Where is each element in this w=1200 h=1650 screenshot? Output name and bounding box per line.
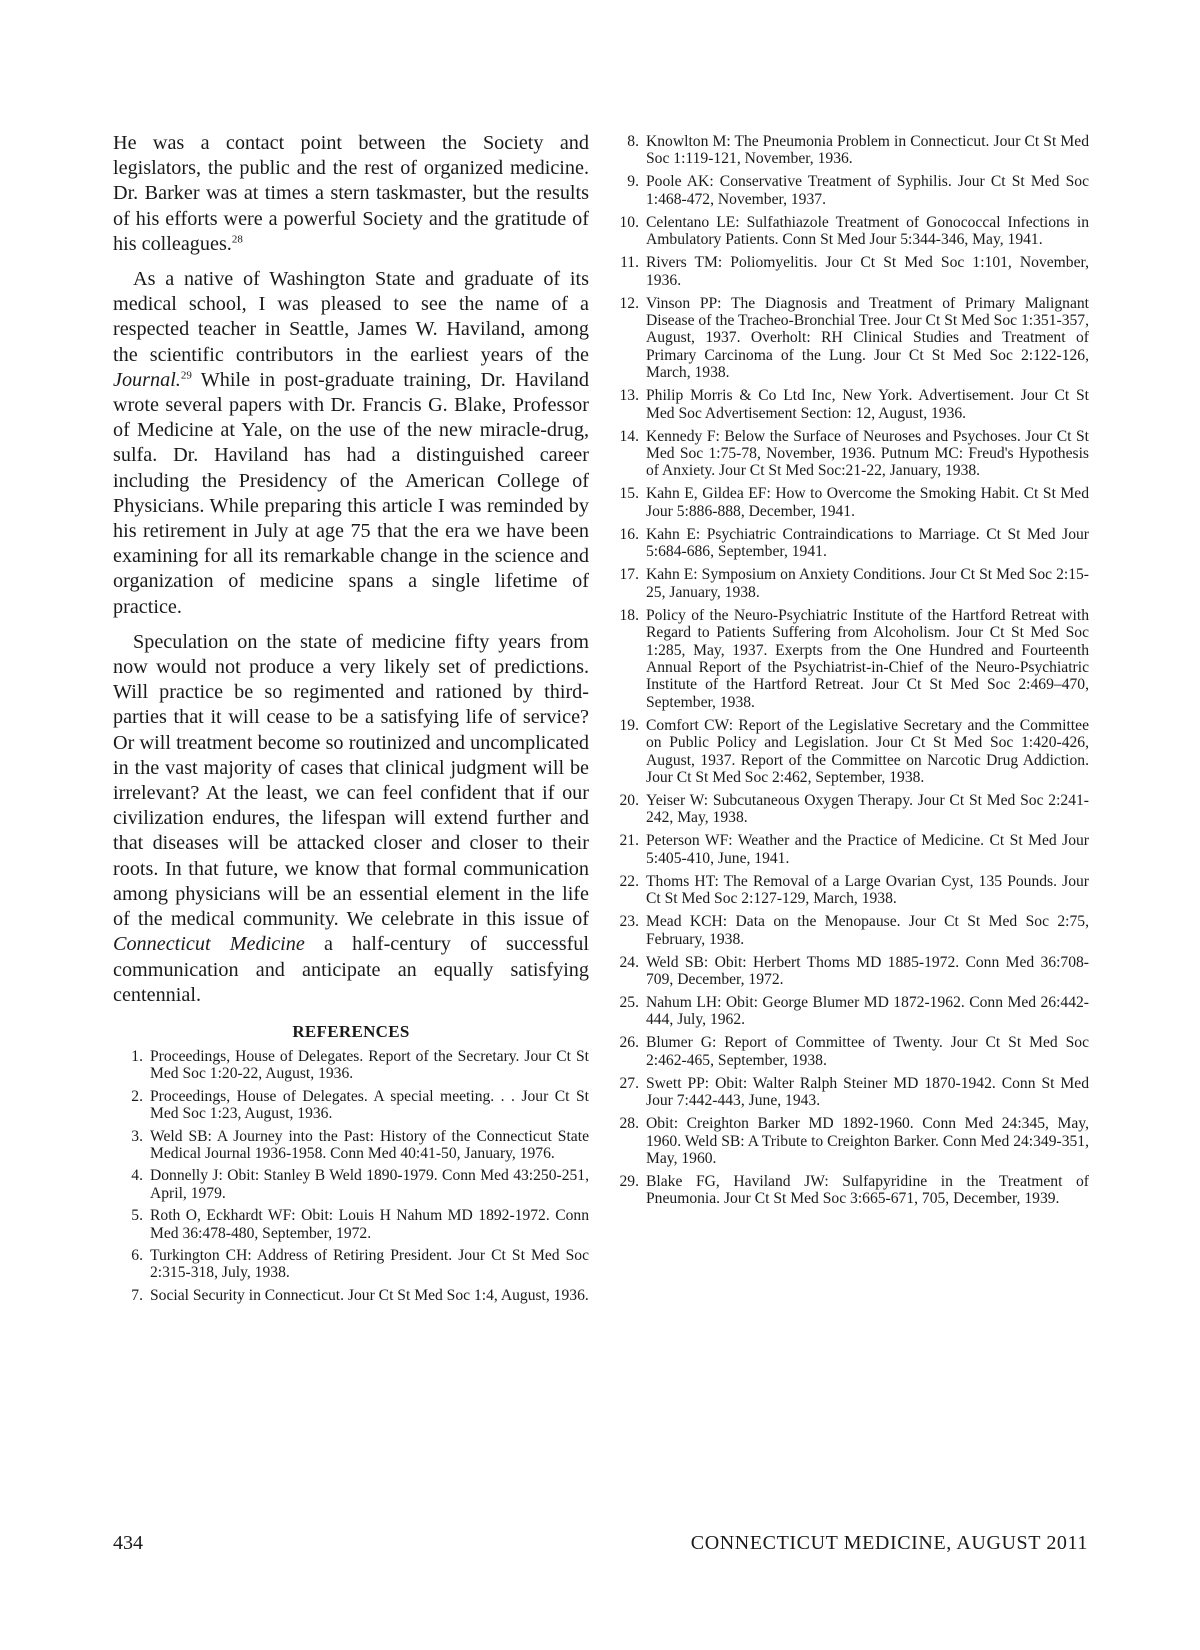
reference-text: Social Security in Connecticut. Jour Ct St Med Soc 1:4, August, 1936. [150,1286,589,1304]
reference-number: 7. [131,1286,143,1304]
reference-item [113,1207,589,1242]
reference-text: Philip Morris & Co Ltd Inc, New York. Advertisement. Jour Ct St Med Soc Advertisement Section: 12, August, 1936. [646,387,1089,422]
reference-number: 17. [619,566,639,584]
reference-item [612,133,1089,168]
reference-text: Blumer G: Report of Committee of Twenty. Jour Ct St Med Soc 2:462-465, September, 1938. [646,1034,1089,1069]
reference-text: Weld SB: Obit: Herbert Thoms MD 1885-1972. Conn Med 36:708-709, December, 1972. [646,953,1089,988]
journal-title: Journal. [113,368,181,391]
reference-text: Nahum LH: Obit: George Blumer MD 1872-1962. Conn Med 26:442-444, July, 1962. [646,993,1089,1029]
reference-item [113,1048,589,1083]
reference-item [113,1247,589,1282]
reference-number: 25. [619,993,639,1011]
reference-item [113,1167,589,1202]
reference-text: Celentano LE: Sulfathiazole Treatment of Gonococcal Infections in Ambulatory Patients. Conn St Med Jour 5:344-346, May, 1941. [646,213,1089,249]
reference-item [612,1034,1089,1069]
reference-item [612,1115,1089,1167]
reference-text: Kahn E: Psychiatric Contraindications to Marriage. Ct St Med Jour 5:684-686, September, 1941. [646,525,1089,561]
left-column [113,131,589,1309]
reference-item [113,1128,589,1163]
reference-text: Yeiser W: Subcutaneous Oxygen Therapy. Jour Ct St Med Soc 2:241-242, May, 1938. [646,791,1089,827]
reference-text: Obit: Creighton Barker MD 1892-1960. Conn Med 24:345, May, 1960. Weld SB: A Tribute to Creighton Barker. Conn Med 24:349-351, May, 1960. [646,1115,1089,1167]
reference-number: 4. [131,1167,143,1185]
reference-text: Mead KCH: Data on the Menopause. Jour Ct St Med Soc 2:75, February, 1938. [646,913,1089,948]
reference-item [612,792,1089,827]
paragraph-text: As a native of Washington State and graduate of its medical school, I was pleased to see the name of a respected teacher in Seattle, James W. Haviland, among the scientific contributors in the earliest years of the [113,268,589,366]
reference-text: Kennedy F: Below the Surface of Neuroses and Psychoses. Jour Ct St Med Soc 1:75-78, November, 1936. Putnum MC: Freud's Hypothesis of Anxiety. Jour Ct St Med Soc:21-22, January, 1938. [646,427,1089,480]
reference-number: 14. [619,427,639,445]
reference-text: Thoms HT: The Removal of a Large Ovarian Cyst, 135 Pounds. Jour Ct St Med Soc 2:127-129, March, 1938. [646,872,1089,908]
reference-number: 19. [619,716,639,734]
reference-number: 27. [619,1074,639,1092]
reference-item [612,913,1089,948]
reference-number: 24. [619,953,639,971]
reference-number: 21. [619,832,639,850]
reference-text: Policy of the Neuro-Psychiatric Institute of the Hartford Retreat with Regard to Patients Suffering from Alcoholism. Jour Ct St Med Soc 1:285, May, 1937. Exerpts from the One Hundred and Fourteenth Annual Report of the Psychiatrist-in-Chief of the Neuro-Psychiatric Institute of the Hartford Retreat. Jour Ct St Med Soc 2:469–470, September, 1938. [646,606,1089,711]
references-list-left [113,1048,589,1304]
reference-number: 1. [131,1047,143,1065]
reference-item [612,607,1089,711]
reference-text: Knowlton M: The Pneumonia Problem in Connecticut. Jour Ct St Med Soc 1:119-121, November, 1936. [646,133,1089,168]
reference-item [612,214,1089,249]
reference-item [612,173,1089,208]
reference-item [612,295,1089,382]
reference-number: 20. [619,791,639,809]
reference-item [612,1075,1089,1110]
reference-item [113,1088,589,1123]
journal-title: Connecticut Medicine [113,933,305,956]
reference-item [612,566,1089,601]
reference-number: 11. [620,254,639,272]
reference-text: Proceedings, House of Delegates. Report of the Secretary. Jour Ct St Med Soc 1:20-22, August, 1936. [150,1047,589,1083]
reference-text: Rivers TM: Poliomyelitis. Jour Ct St Med Soc 1:101, November, 1936. [646,254,1089,289]
reference-item [612,1173,1089,1208]
footnote-marker: 28 [231,233,243,246]
reference-text: Swett PP: Obit: Walter Ralph Steiner MD 1870-1942. Conn St Med Jour 7:442-443, June, 1943. [646,1074,1089,1110]
reference-number: 26. [619,1034,639,1052]
reference-number: 28. [619,1115,639,1133]
reference-number: 10. [619,213,639,231]
reference-item [612,994,1089,1029]
references-list-right [612,133,1089,1208]
running-footer: CONNECTICUT MEDICINE, AUGUST 2011 [690,1532,1088,1554]
reference-number: 8. [627,133,639,150]
reference-item [612,485,1089,520]
reference-number: 12. [619,294,639,312]
reference-number: 13. [619,387,639,405]
reference-number: 3. [131,1127,143,1145]
paragraph-text: While in post-graduate training, Dr. Haviland wrote several papers with Dr. Francis G. Blake, Professor of Medicine at Yale, on the use of the new miracle-drug, sulfa. Dr. Haviland has had a distinguished career including the Presidency of the American College of Physicians. While preparing this article I was reminded by his retirement in July at age 75 that the era we have been examining for all its remarkable change in the science and organization of medicine spans a single lifetime of practice. [113,368,589,618]
reference-item [612,717,1089,787]
page-number: 434 [113,1532,143,1554]
reference-item [612,254,1089,289]
reference-text: Peterson WF: Weather and the Practice of Medicine. Ct St Med Jour 5:405-410, June, 1941. [646,832,1089,867]
reference-number: 9. [627,173,639,191]
paragraph-text: a half-century of successful communication and anticipate an equally satisfying centennial. [113,933,589,1006]
reference-text: Proceedings, House of Delegates. A special meeting. . . Jour Ct St Med Soc 1:23, August, 1936. [150,1087,589,1123]
reference-item [612,832,1089,867]
reference-item [612,873,1089,908]
reference-item [113,1287,589,1304]
reference-text: Donnelly J: Obit: Stanley B Weld 1890-1979. Conn Med 43:250-251, April, 1979. [150,1167,589,1202]
body-paragraph-1 [113,131,589,257]
reference-text: Blake FG, Haviland JW: Sulfapyridine in the Treatment of Pneumonia. Jour Ct St Med Soc 3:665-671, 705, December, 1939. [646,1173,1089,1208]
reference-item [612,526,1089,561]
right-column [612,133,1089,1213]
reference-number: 15. [619,485,639,503]
reference-number: 18. [619,606,639,624]
footnote-marker: 29 [180,369,192,382]
reference-text: Kahn E, Gildea EF: How to Overcome the Smoking Habit. Ct St Med Jour 5:886-888, December, 1941. [646,485,1089,520]
reference-item [612,387,1089,422]
reference-number: 6. [131,1246,143,1264]
references-heading: REFERENCES [292,1021,410,1041]
reference-number: 22. [619,872,639,890]
reference-text: Kahn E: Symposium on Anxiety Conditions. Jour Ct St Med Soc 2:15-25, January, 1938. [646,566,1089,601]
reference-number: 2. [131,1087,143,1105]
reference-text: Vinson PP: The Diagnosis and Treatment of Primary Malignant Disease of the Tracheo-Bronchial Tree. Jour Ct St Med Soc 1:351-357, August, 1937. Overholt: RH Clinical Studies and Treatment of Primary Carcinoma of the Lung. Jour Ct St Med Soc 2:122-126, March, 1938. [646,294,1089,382]
reference-number: 5. [131,1207,143,1225]
reference-text: Turkington CH: Address of Retiring President. Jour Ct St Med Soc 2:315-318, July, 1938. [150,1246,589,1282]
reference-number: 23. [619,913,639,931]
body-paragraph-2 [113,267,589,620]
paragraph-text: Speculation on the state of medicine fifty years from now would not produce a very likely set of predictions. Will practice be so regimented and rationed by third-parties that it will cease to be a satisfying life of service? Or will treatment become so routinized and uncomplicated in the vast majority of cases that clinical judgment will be irrelevant? At the least, we can feel confident that if our civilization endures, the lifespan will extend further and that diseases will be attacked closer and closer to their roots. In that future, we know that formal communication among physicians will be an essential element in the life of the medical community. We celebrate in this issue of [113,630,589,931]
body-paragraph-3 [113,630,589,1008]
reference-item [612,954,1089,989]
reference-number: 29. [619,1173,639,1190]
reference-text: Poole AK: Conservative Treatment of Syphilis. Jour Ct St Med Soc 1:468-472, November, 1937. [646,173,1089,208]
reference-number: 16. [619,525,639,543]
reference-item [612,428,1089,480]
reference-text: Roth O, Eckhardt WF: Obit: Louis H Nahum MD 1892-1972. Conn Med 36:478-480, September, 1972. [150,1207,589,1242]
reference-text: Comfort CW: Report of the Legislative Secretary and the Committee on Public Policy and Legislation. Jour Ct St Med Soc 1:420-426, August, 1937. Report of the Committee on Narcotic Drug Addiction. Jour Ct St Med Soc 2:462, September, 1938. [646,716,1089,786]
reference-text: Weld SB: A Journey into the Past: History of the Connecticut State Medical Journal 1936-1958. Conn Med 40:41-50, January, 1976. [150,1127,589,1162]
paragraph-text: He was a contact point between the Society and legislators, the public and the rest of organized medicine. Dr. Barker was at times a stern taskmaster, but the results of his efforts were a powerful Society and the gratitude of his colleagues. [113,132,589,255]
